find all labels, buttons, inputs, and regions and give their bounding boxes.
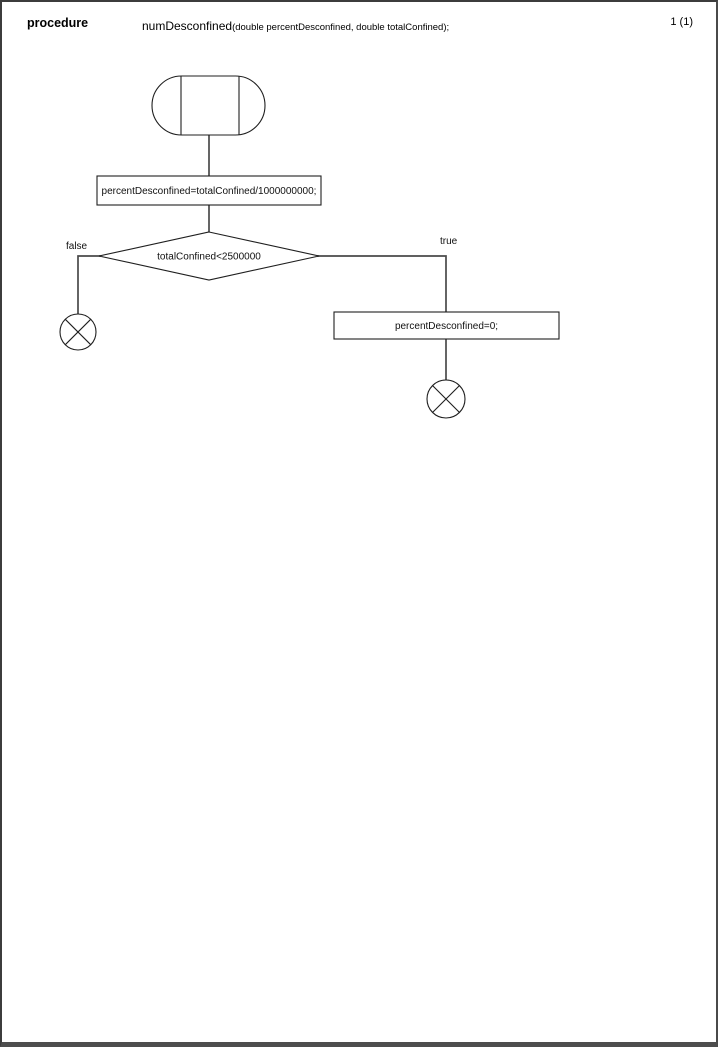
- true-branch-label: true: [440, 236, 458, 247]
- end-node-true: [427, 380, 465, 418]
- procedure-signature-name: numDesconfined: [142, 19, 233, 33]
- false-branch-label: false: [66, 241, 88, 252]
- flowchart-canvas: [2, 2, 718, 1047]
- start-terminator-outline: [152, 76, 265, 135]
- process2-label: percentDesconfined=0;: [394, 321, 499, 332]
- process1-label: percentDesconfined=totalConfined/1000000000;: [101, 186, 317, 197]
- start-terminator-node: [152, 76, 265, 135]
- page-indicator: 1 (1): [670, 16, 693, 28]
- procedure-kind-label: procedure: [27, 16, 89, 30]
- end-node-false: [60, 314, 96, 350]
- decision-label: totalConfined<2500000: [157, 251, 261, 263]
- procedure-signature-params: (double percentDesconfined, double totalConfined);: [232, 22, 450, 33]
- flowchart-shapes: [60, 76, 559, 418]
- connector-true-branch: [317, 256, 446, 314]
- connector-false-branch: [78, 256, 101, 315]
